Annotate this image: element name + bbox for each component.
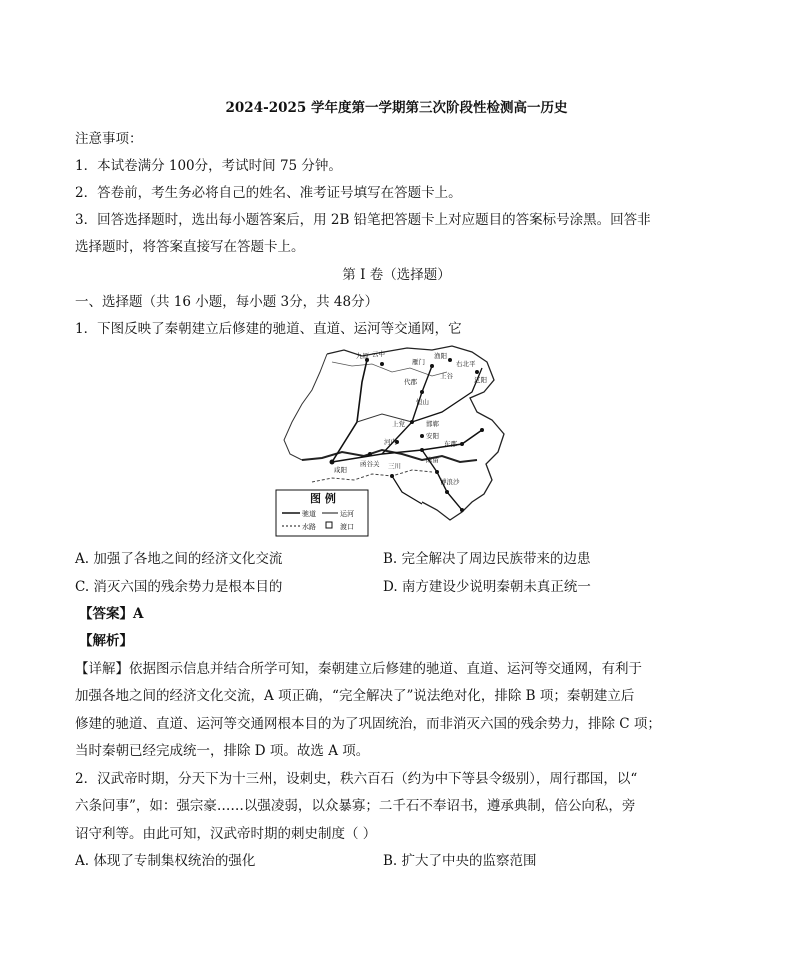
question-1-stem: 1．下图反映了秦朝建立后修建的驰道、直道、运河等交通网，它 <box>75 321 462 337</box>
question-1-option-c[interactable]: C. 消灭六国的残余势力是根本目的 <box>75 579 283 595</box>
map-label: 河内 <box>384 438 397 446</box>
question-2-stem-line-2: 六条问事”，如：强宗豪……以强凌弱，以众暴寡；二千石不奉诏书，遵承典制，倍公向私，旁 <box>75 798 636 814</box>
notice-item-1: 1．本试卷满分 100分，考试时间 75 分钟。 <box>75 158 342 174</box>
notice-item-2: 2．答卷前，考生务必将自己的姓名、准考证号填写在答题卡上。 <box>75 185 462 201</box>
notice-heading: 注意事项： <box>75 131 143 147</box>
exam-title: 2024-2025 学年度第一学期第三次阶段性检测高一历史 <box>225 100 568 116</box>
question-1-option-a[interactable]: A. 加强了各地之间的经济文化交流 <box>75 551 283 567</box>
map-legend <box>276 490 368 536</box>
legend-ferry: 渡口 <box>340 523 354 531</box>
legend-title: 图 例 <box>310 492 336 505</box>
legend-canal: 运河 <box>340 510 354 518</box>
map-label: 函谷关 <box>360 460 380 468</box>
map-label: 雁门 <box>412 358 425 366</box>
map-label: 陈留 <box>426 456 439 464</box>
map-label: 邯郸 <box>426 420 439 428</box>
question-1-answer: 【答案】A <box>79 606 144 622</box>
legend-road: 驰道 <box>302 510 316 518</box>
question-2-stem-line-3: 诏守利等。由此可知，汉武帝时期的刺史制度（ ） <box>75 826 377 842</box>
question-2-stem-line-1: 2．汉武帝时期，分天下为十三州，设刺史，秩六百石（约为中下等县令级别），周行郡国，以“ <box>75 771 638 787</box>
part-title: 第 I 卷（选择题） <box>342 267 451 283</box>
map-label: 上谷 <box>440 372 453 380</box>
analysis-line-1: 【详解】依据图示信息并结合所学可知，秦朝建立后修建的驰道、直道、运河等交通网，有利于 <box>75 661 642 677</box>
map-label: 辽阳 <box>474 376 487 384</box>
map-label: 三川 <box>388 462 401 470</box>
map-label: 博浪沙 <box>440 478 460 486</box>
analysis-line-3: 修建的驰道、直道、运河等交通网根本目的为了巩固统治，而非消灭六国的残余势力，排除 C 项； <box>75 716 661 732</box>
analysis-line-2: 加强各地之间的经济文化交流，A 项正确，“完全解决了”说法绝对化，排除 B 项；秦朝建立后 <box>75 688 635 704</box>
legend-waterway: 水路 <box>302 523 316 531</box>
analysis-heading: 【解析】 <box>79 633 133 649</box>
notice-item-3: 3．回答选择题时，选出每小题答案后，用 2B 铅笔把答题卡上对应题目的答案标号涂黑。回答非 <box>75 212 651 228</box>
map-label: 东郡 <box>444 440 457 448</box>
notice-item-3-cont: 选择题时，将答案直接写在答题卡上。 <box>75 239 305 255</box>
map-label: 渔阳 <box>434 352 447 360</box>
map-figure <box>272 342 522 542</box>
analysis-line-4: 当时秦朝已经完成统一，排除 D 项。故选 A 项。 <box>75 743 370 759</box>
map-label: 恒山 <box>416 398 429 406</box>
question-1-option-b[interactable]: B. 完全解决了周边民族带来的边患 <box>383 551 591 567</box>
question-1-option-d[interactable]: D. 南方建设少说明秦朝未真正统一 <box>383 579 591 595</box>
question-2-option-a[interactable]: A. 体现了专制集权统治的强化 <box>75 853 256 869</box>
map-label: 安阳 <box>426 432 439 440</box>
qin-transport-map <box>272 342 522 542</box>
map-label: 云中 <box>372 350 385 358</box>
map-label: 上党 <box>392 420 405 428</box>
map-label: 九原 <box>356 352 369 360</box>
question-2-option-b[interactable]: B. 扩大了中央的监察范围 <box>383 853 537 869</box>
section-title: 一、选择题（共 16 小题，每小题 3分，共 48分） <box>75 294 379 310</box>
map-label: 右北平 <box>456 360 476 368</box>
map-label: 代郡 <box>404 378 417 386</box>
map-label: 咸阳 <box>334 466 347 474</box>
